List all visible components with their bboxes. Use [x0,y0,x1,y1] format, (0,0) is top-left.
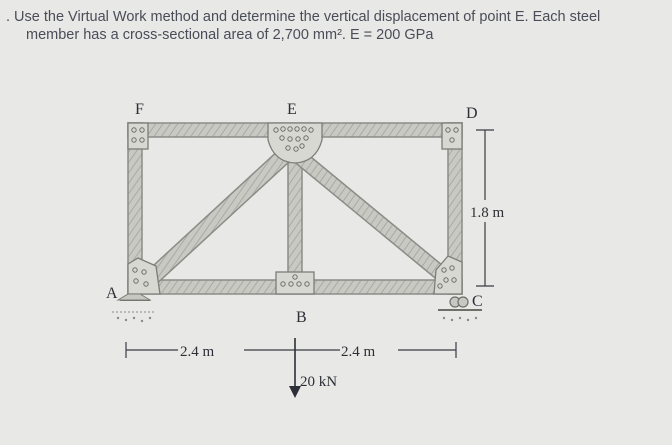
joint-label-D: D [466,105,478,122]
problem-line-2: member has a cross-sectional area of 2,700 mm². E = 200 GPa [26,27,434,43]
dim-left-span-label: 2.4 m [180,344,215,360]
joint-label-B: B [296,309,307,326]
joint-label-A: A [106,285,118,302]
joint-D-plate [442,123,462,149]
member-AE [142,148,291,288]
dim-height-label: 1.8 m [470,205,505,221]
joint-label-F: F [135,101,144,118]
joint-label-C: C [472,293,483,310]
member-EC [292,148,448,282]
problem-line-1: . Use the Virtual Work method and determine the vertical displacement of point E. Each steel [6,9,601,25]
span-dimension [126,342,456,358]
joint-label-E: E [287,101,297,118]
dim-right-span-label: 2.4 m [341,344,376,360]
joint-F-plate [128,123,148,149]
support-A [112,294,156,322]
load-label: 20 kN [300,374,338,390]
